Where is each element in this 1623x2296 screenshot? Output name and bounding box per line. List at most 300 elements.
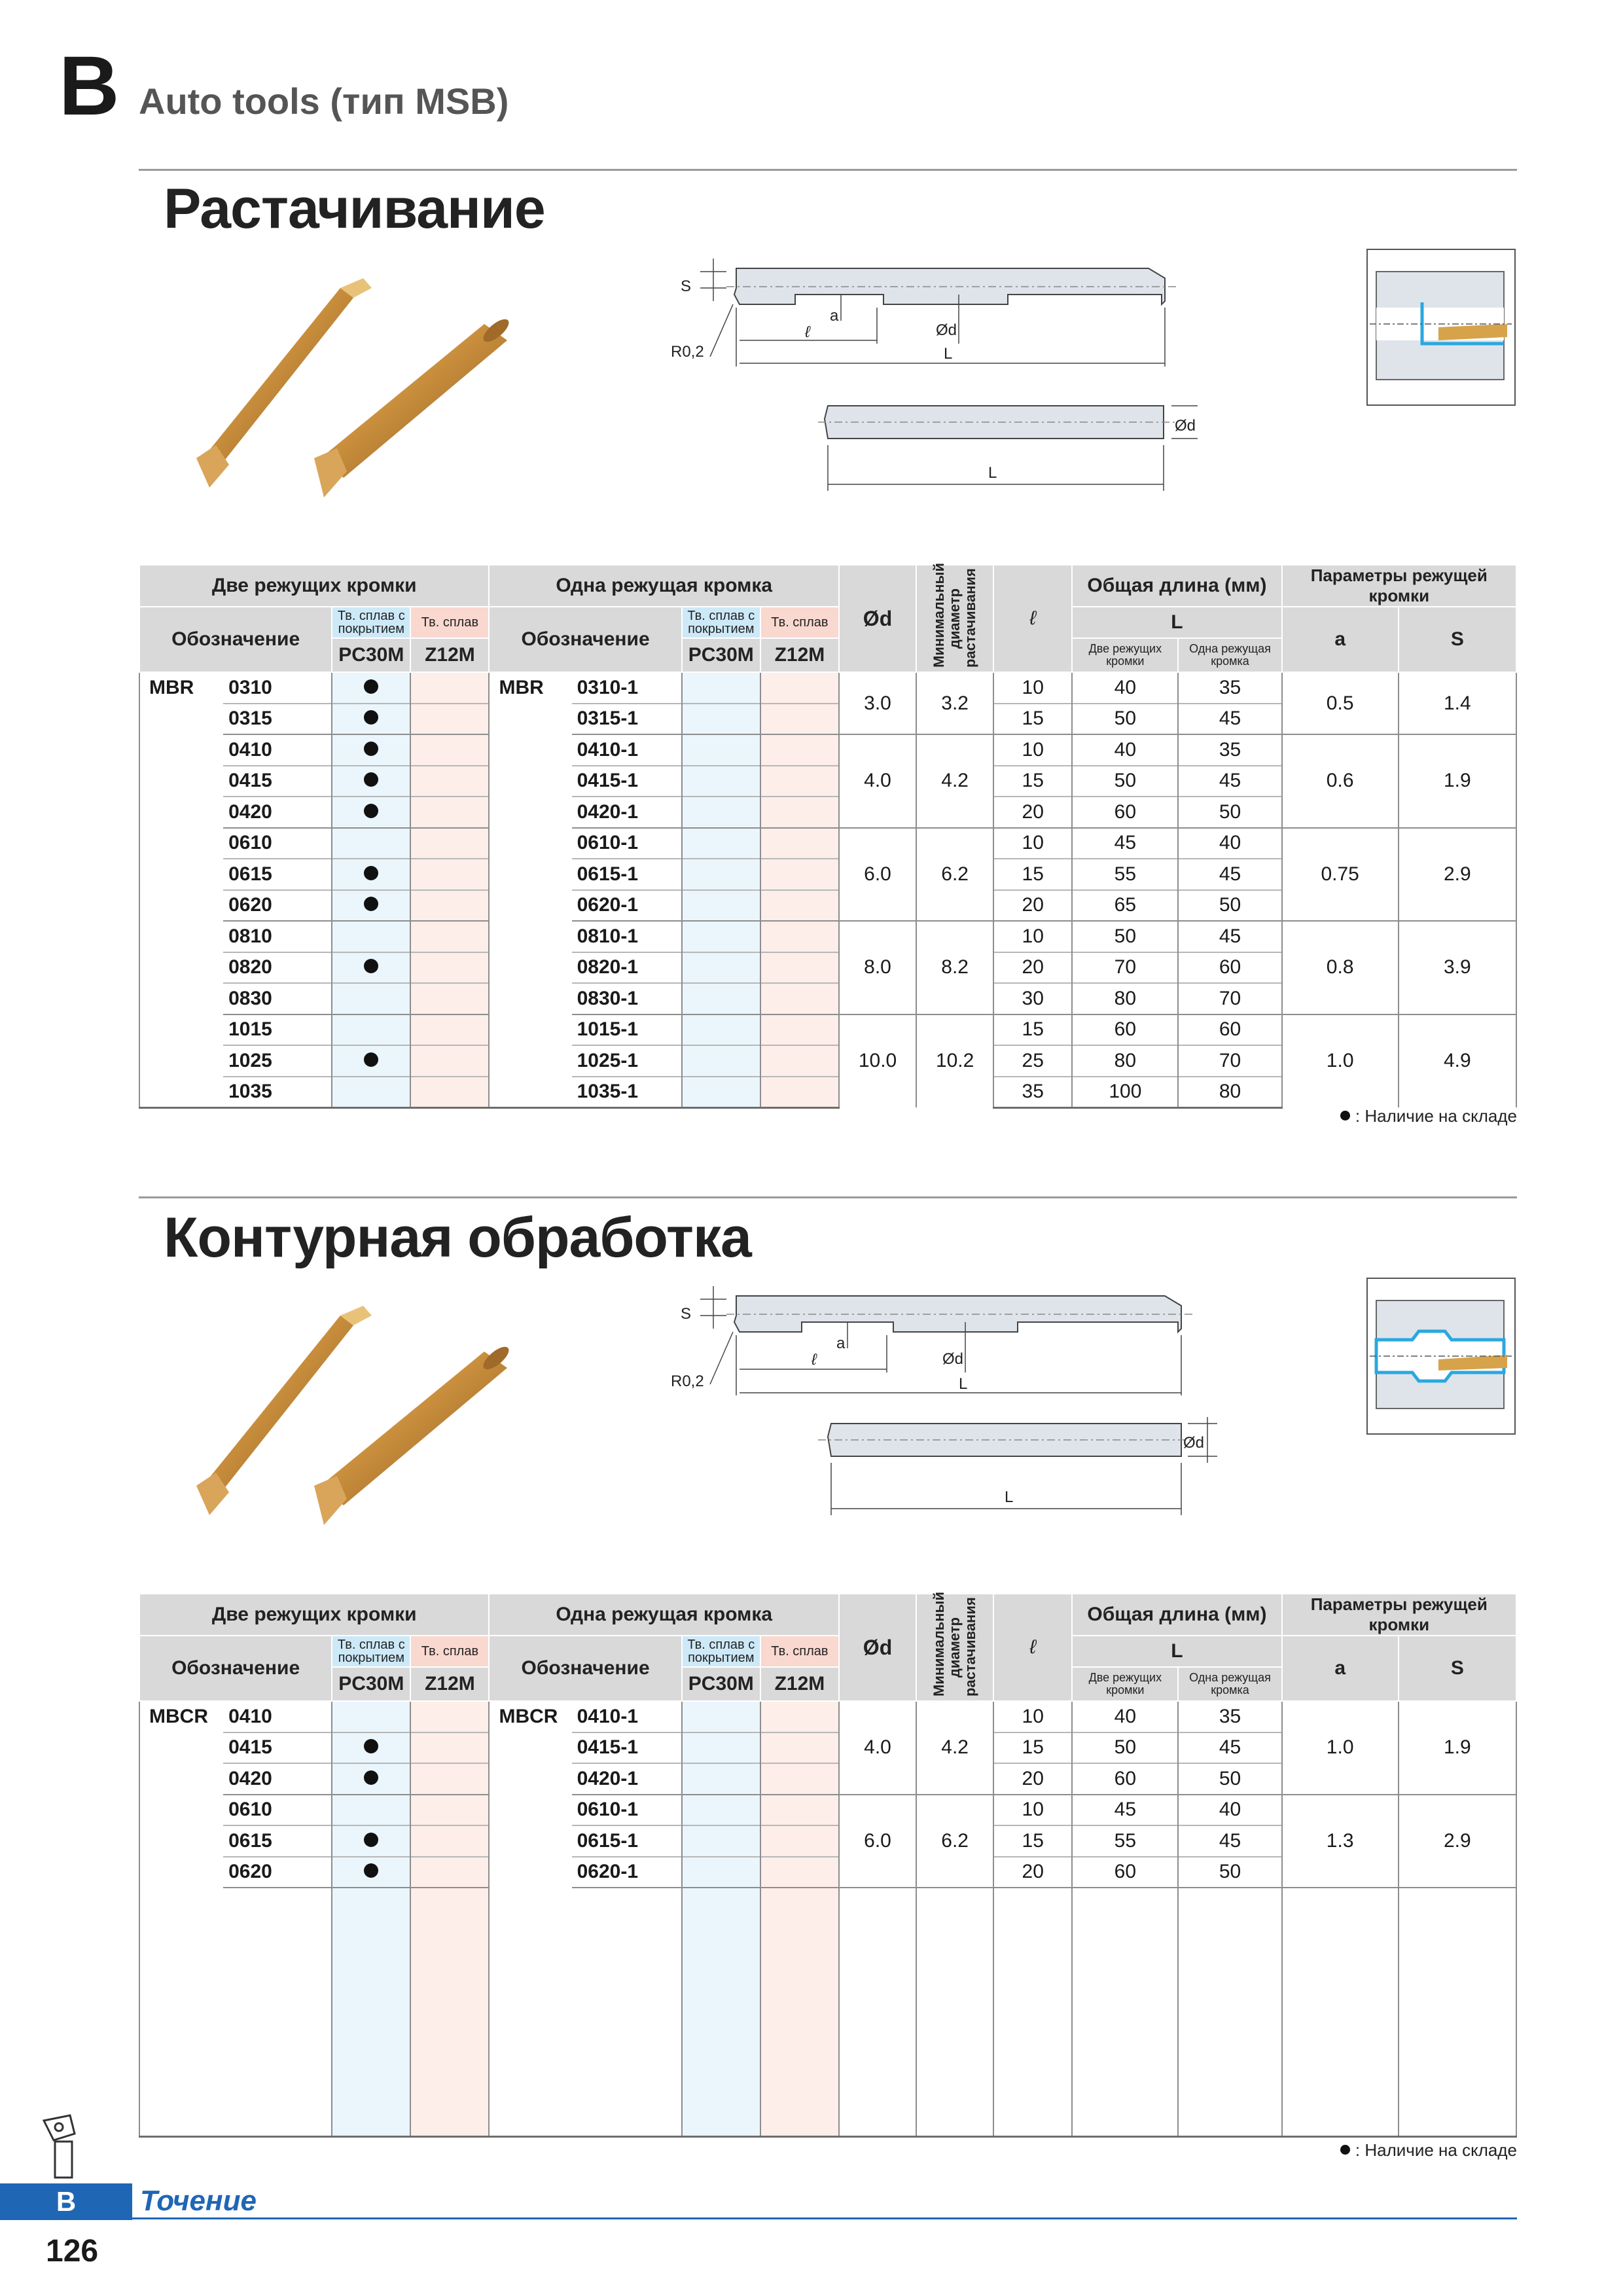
empty-cell [1072,1888,1178,1919]
empty-cell [332,2012,410,2043]
stock-z12m [760,952,839,984]
stock-z12m [760,921,839,952]
empty-cell [682,2106,760,2137]
empty-cell [1399,2012,1516,2043]
designation-one: 0830-1 [572,983,682,1014]
header-params: Параметры режущей кромки [1282,1594,1516,1636]
table-row [139,1014,1516,1046]
series-prefix [489,1795,571,1826]
empty-cell [993,1981,1072,2013]
designation-two: 0620 [223,1857,332,1888]
designation-two: 1025 [223,1045,332,1077]
length-L-one: 45 [1178,921,1281,952]
length-L-one: 45 [1178,766,1281,797]
length-L-one: 50 [1178,1763,1281,1795]
diameter: 4.0 [839,1701,916,1795]
empty-cell [139,2074,223,2106]
label-r: R0,2 [671,343,704,361]
series-prefix [489,704,571,735]
turning-tool-icon [41,2114,86,2179]
empty-cell [839,1888,916,1919]
length-ell: 20 [993,1763,1072,1795]
series-prefix [489,983,571,1014]
length-L-one: 60 [1178,952,1281,984]
length-ell: 20 [993,1857,1072,1888]
footer-line [132,2217,1517,2219]
header-L-one: Одна режущая кромка [1178,1667,1281,1701]
length-L-two: 50 [1072,921,1178,952]
designation-two: 1035 [223,1077,332,1108]
header-carbide: Тв. сплав [410,1636,489,1667]
stock-pc30m [332,890,410,922]
empty-row [139,2043,1516,2075]
empty-row [139,2012,1516,2043]
empty-cell [1072,2012,1178,2043]
header-coated: Тв. сплав с покрытием [332,1636,410,1667]
empty-cell [410,2012,489,2043]
series-prefix [139,734,223,766]
label-od: Ød [942,1350,964,1368]
length-ell: 10 [993,1701,1072,1732]
table-row [139,1701,1516,1732]
header-L: L [1072,607,1281,638]
length-ell: 15 [993,1014,1072,1046]
empty-cell [489,2074,571,2106]
empty-cell [572,1919,682,1950]
table-row [139,1795,1516,1826]
empty-cell [332,2074,410,2106]
min-diameter: 4.2 [916,1701,993,1795]
designation-one: 0620-1 [572,890,682,922]
tool-one-edge [314,1343,512,1525]
length-ell: 10 [993,672,1072,704]
header-od: Ød [839,1594,916,1701]
series-prefix [489,734,571,766]
empty-cell [839,1950,916,1981]
empty-cell [572,2074,682,2106]
empty-cell [916,1888,993,1919]
empty-cell [332,1950,410,1981]
stock-z12m [760,672,839,704]
header-pc30m-2: PC30M [682,638,760,672]
min-diameter: 6.2 [916,828,993,922]
length-L-one: 40 [1178,1795,1281,1826]
diameter: 10.0 [839,1014,916,1108]
header-L-two: Две режущих кромки [1072,1667,1178,1701]
section-letter: B [59,39,120,133]
stock-pc30m [682,921,760,952]
param-a: 1.3 [1282,1795,1399,1888]
series-prefix: MBR [139,672,223,704]
length-L-two: 60 [1072,1763,1178,1795]
empty-cell [993,1919,1072,1950]
empty-cell [1282,2043,1399,2075]
label-s: S [681,278,692,295]
diameter: 6.0 [839,1795,916,1888]
min-diameter: 8.2 [916,921,993,1014]
stock-z12m [410,1795,489,1826]
empty-cell [1178,2012,1281,2043]
series-prefix [489,890,571,922]
header-min-diam: Минимальный диаметр растачивания [916,565,993,672]
empty-cell [572,1950,682,1981]
min-diameter: 3.2 [916,672,993,734]
empty-cell [993,2074,1072,2106]
empty-cell [223,2012,332,2043]
stock-dot-icon [364,1052,378,1067]
stock-z12m [410,983,489,1014]
stock-z12m [410,704,489,735]
length-L-one: 35 [1178,734,1281,766]
stock-dot-icon [364,1770,378,1785]
stock-pc30m [332,921,410,952]
stock-z12m [410,890,489,922]
stock-pc30m [332,828,410,859]
table-row [139,828,1516,859]
param-a: 1.0 [1282,1701,1399,1795]
empty-row [139,1919,1516,1950]
empty-cell [682,1888,760,1919]
stock-z12m [410,828,489,859]
table-row [139,734,1516,766]
series-prefix [489,1763,571,1795]
series-prefix [489,766,571,797]
stock-pc30m [682,797,760,828]
empty-row [139,2074,1516,2106]
empty-cell [223,1981,332,2013]
stock-z12m [410,1077,489,1108]
header-z12m-2: Z12M [760,638,839,672]
empty-cell [760,2012,839,2043]
designation-one: 0820-1 [572,952,682,984]
min-diameter: 10.2 [916,1014,993,1108]
empty-cell [1178,1888,1281,1919]
series-prefix [489,1045,571,1077]
series-prefix [489,1077,571,1108]
designation-one: 1035-1 [572,1077,682,1108]
stock-z12m [760,1045,839,1077]
stock-pc30m [682,1857,760,1888]
empty-cell [139,2012,223,2043]
tool-photo-contour [190,1289,569,1538]
empty-cell [489,1950,571,1981]
designation-one: 0315-1 [572,704,682,735]
length-L-two: 45 [1072,1795,1178,1826]
length-L-two: 55 [1072,859,1178,890]
label-a: a [830,307,839,325]
empty-cell [139,1950,223,1981]
stock-pc30m [682,1701,760,1732]
operation-sketch-contour [1366,1278,1516,1435]
length-ell: 20 [993,797,1072,828]
stock-z12m [410,766,489,797]
empty-cell [223,2106,332,2137]
stock-pc30m [682,828,760,859]
designation-one: 0420-1 [572,797,682,828]
stock-pc30m [682,672,760,704]
header-one-edge: Одна режущая кромка [489,565,838,607]
series-prefix [139,828,223,859]
length-L-two: 65 [1072,890,1178,922]
length-L-two: 60 [1072,797,1178,828]
stock-pc30m [332,734,410,766]
designation-two: 0615 [223,859,332,890]
length-ell: 20 [993,952,1072,984]
designation-one: 0410-1 [572,734,682,766]
designation-one: 0620-1 [572,1857,682,1888]
stock-note: : Наличие на складе [1340,2140,1517,2161]
stock-pc30m [332,952,410,984]
empty-cell [332,2043,410,2075]
empty-cell [1282,1888,1399,1919]
empty-row [139,2106,1516,2137]
designation-one: 0410-1 [572,1701,682,1732]
empty-row [139,1981,1516,2013]
empty-cell [410,1919,489,1950]
designation-one: 0415-1 [572,1732,682,1764]
length-ell: 35 [993,1077,1072,1108]
empty-cell [916,2043,993,2075]
series-prefix [139,952,223,984]
stock-pc30m [332,1077,410,1108]
designation-two: 0620 [223,890,332,922]
stock-pc30m [332,983,410,1014]
stock-z12m [760,797,839,828]
empty-cell [760,1981,839,2013]
series-prefix [139,797,223,828]
designation-two: 0410 [223,734,332,766]
empty-cell [839,1981,916,2013]
stock-pc30m [332,797,410,828]
series-prefix [139,1857,223,1888]
empty-cell [139,1919,223,1950]
stock-z12m [760,1077,839,1108]
stock-dot-icon [1340,1111,1350,1121]
designation-two: 0810 [223,921,332,952]
empty-cell [682,1950,760,1981]
stock-z12m [760,734,839,766]
header-coated: Тв. сплав с покрытием [332,607,410,638]
stock-z12m [410,952,489,984]
empty-cell [682,1981,760,2013]
empty-cell [139,2043,223,2075]
stock-z12m [410,1701,489,1732]
length-L-two: 50 [1072,1732,1178,1764]
empty-cell [1399,2074,1516,2106]
empty-cell [682,2074,760,2106]
designation-one: 0610-1 [572,828,682,859]
footer-label: Точение [140,2185,257,2217]
stock-z12m [410,672,489,704]
label-od-2: Ød [1183,1434,1205,1452]
empty-cell [993,2043,1072,2075]
empty-cell [1282,1919,1399,1950]
stock-z12m [410,1014,489,1046]
param-S: 4.9 [1399,1014,1516,1108]
stock-dot-icon [364,959,378,973]
header-total-length: Общая длина (мм) [1072,1594,1281,1636]
stock-z12m [760,828,839,859]
length-L-two: 100 [1072,1077,1178,1108]
header-z12m-2: Z12M [760,1667,839,1701]
empty-cell [993,1888,1072,1919]
empty-cell [410,2043,489,2075]
length-L-two: 60 [1072,1014,1178,1046]
label-L: L [959,1375,968,1393]
tool-photo [190,262,569,511]
empty-cell [223,1950,332,1981]
designation-two: 0310 [223,672,332,704]
empty-cell [1178,1919,1281,1950]
empty-cell [410,1981,489,2013]
stock-pc30m [332,1763,410,1795]
param-a: 0.5 [1282,672,1399,734]
empty-cell [410,2074,489,2106]
header-coated-2: Тв. сплав с покрытием [682,607,760,638]
stock-dot-icon [364,1863,378,1878]
param-S: 2.9 [1399,828,1516,922]
header-a: a [1282,1636,1399,1701]
length-L-two: 50 [1072,766,1178,797]
length-L-one: 50 [1178,890,1281,922]
length-L-one: 70 [1178,983,1281,1014]
stock-pc30m [332,704,410,735]
stock-dot-icon [364,679,378,694]
label-s: S [681,1305,692,1323]
label-ell: ℓ [805,323,810,341]
stock-z12m [760,1857,839,1888]
stock-pc30m [682,704,760,735]
length-L-two: 60 [1072,1857,1178,1888]
diameter: 8.0 [839,921,916,1014]
length-L-two: 45 [1072,828,1178,859]
length-ell: 30 [993,983,1072,1014]
stock-z12m [410,797,489,828]
length-ell: 15 [993,1732,1072,1764]
length-L-two: 80 [1072,1045,1178,1077]
empty-cell [1282,2074,1399,2106]
stock-z12m [760,1701,839,1732]
empty-cell [1178,1950,1281,1981]
designation-two: 0415 [223,1732,332,1764]
empty-cell [572,1888,682,1919]
stock-pc30m [682,1077,760,1108]
contour-table-body [139,1701,1516,2136]
empty-cell [139,2106,223,2137]
series-prefix [139,1795,223,1826]
stock-z12m [760,766,839,797]
series-prefix [139,1825,223,1857]
length-L-one: 80 [1178,1077,1281,1108]
param-S: 3.9 [1399,921,1516,1014]
divider [139,1196,1517,1198]
designation-one: 0310-1 [572,672,682,704]
empty-cell [1178,2043,1281,2075]
label-r: R0,2 [671,1372,704,1390]
length-ell: 20 [993,890,1072,922]
header-S: S [1399,1636,1516,1701]
empty-cell [139,1981,223,2013]
empty-cell [489,1981,571,2013]
header-params: Параметры режущей кромки [1282,565,1516,607]
boring-table-body [139,672,1516,1107]
table-row [139,921,1516,952]
length-ell: 10 [993,828,1072,859]
stock-pc30m [332,1857,410,1888]
empty-cell [410,1888,489,1919]
stock-dot-icon [364,897,378,911]
param-a: 0.8 [1282,921,1399,1014]
empty-cell [839,2012,916,2043]
param-a: 0.75 [1282,828,1399,922]
header-two-edges: Две режущих кромки [139,1594,489,1636]
empty-cell [839,2043,916,2075]
series-prefix [139,921,223,952]
stock-pc30m [682,952,760,984]
series-prefix [489,797,571,828]
stock-pc30m [332,859,410,890]
series-prefix [139,766,223,797]
header-coated-2: Тв. сплав с покрытием [682,1636,760,1667]
series-prefix [489,828,571,859]
length-L-one: 35 [1178,1701,1281,1732]
designation-two: 0615 [223,1825,332,1857]
header-min-diam: Минимальный диаметр растачивания [916,1594,993,1701]
param-S: 1.9 [1399,1701,1516,1795]
empty-cell [1178,1981,1281,2013]
empty-cell [1072,2043,1178,2075]
header-carbide-2: Тв. сплав [760,607,839,638]
designation-one: 0610-1 [572,1795,682,1826]
boring-table [139,564,1517,1109]
empty-cell [572,2106,682,2137]
header-a: a [1282,607,1399,672]
empty-cell [993,2106,1072,2137]
stock-z12m [760,1732,839,1764]
empty-cell [1282,2106,1399,2137]
stock-dot-icon [364,772,378,787]
footer-tab[interactable]: B [0,2183,132,2220]
empty-cell [1282,1981,1399,2013]
designation-two: 0420 [223,1763,332,1795]
designation-one: 1015-1 [572,1014,682,1046]
page-number: 126 [46,2234,99,2269]
empty-cell [916,1981,993,2013]
length-L-two: 50 [1072,704,1178,735]
section-title-contour: Контурная обработка [164,1206,751,1269]
length-L-one: 45 [1178,1732,1281,1764]
empty-cell [572,1981,682,2013]
header-L: L [1072,1636,1281,1667]
length-L-one: 60 [1178,1014,1281,1046]
empty-cell [332,1919,410,1950]
empty-cell [489,1919,571,1950]
header-one-edge: Одна режущая кромка [489,1594,838,1636]
series-prefix [489,1014,571,1046]
empty-cell [839,2074,916,2106]
stock-pc30m [682,1014,760,1046]
header-carbide-2: Тв. сплав [760,1636,839,1667]
empty-cell [489,2106,571,2137]
stock-dot-icon [364,710,378,725]
designation-two: 0410 [223,1701,332,1732]
series-prefix: MBCR [489,1701,571,1732]
series-prefix [489,1825,571,1857]
length-L-two: 40 [1072,672,1178,704]
empty-cell [682,2043,760,2075]
stock-z12m [760,704,839,735]
empty-cell [993,2012,1072,2043]
